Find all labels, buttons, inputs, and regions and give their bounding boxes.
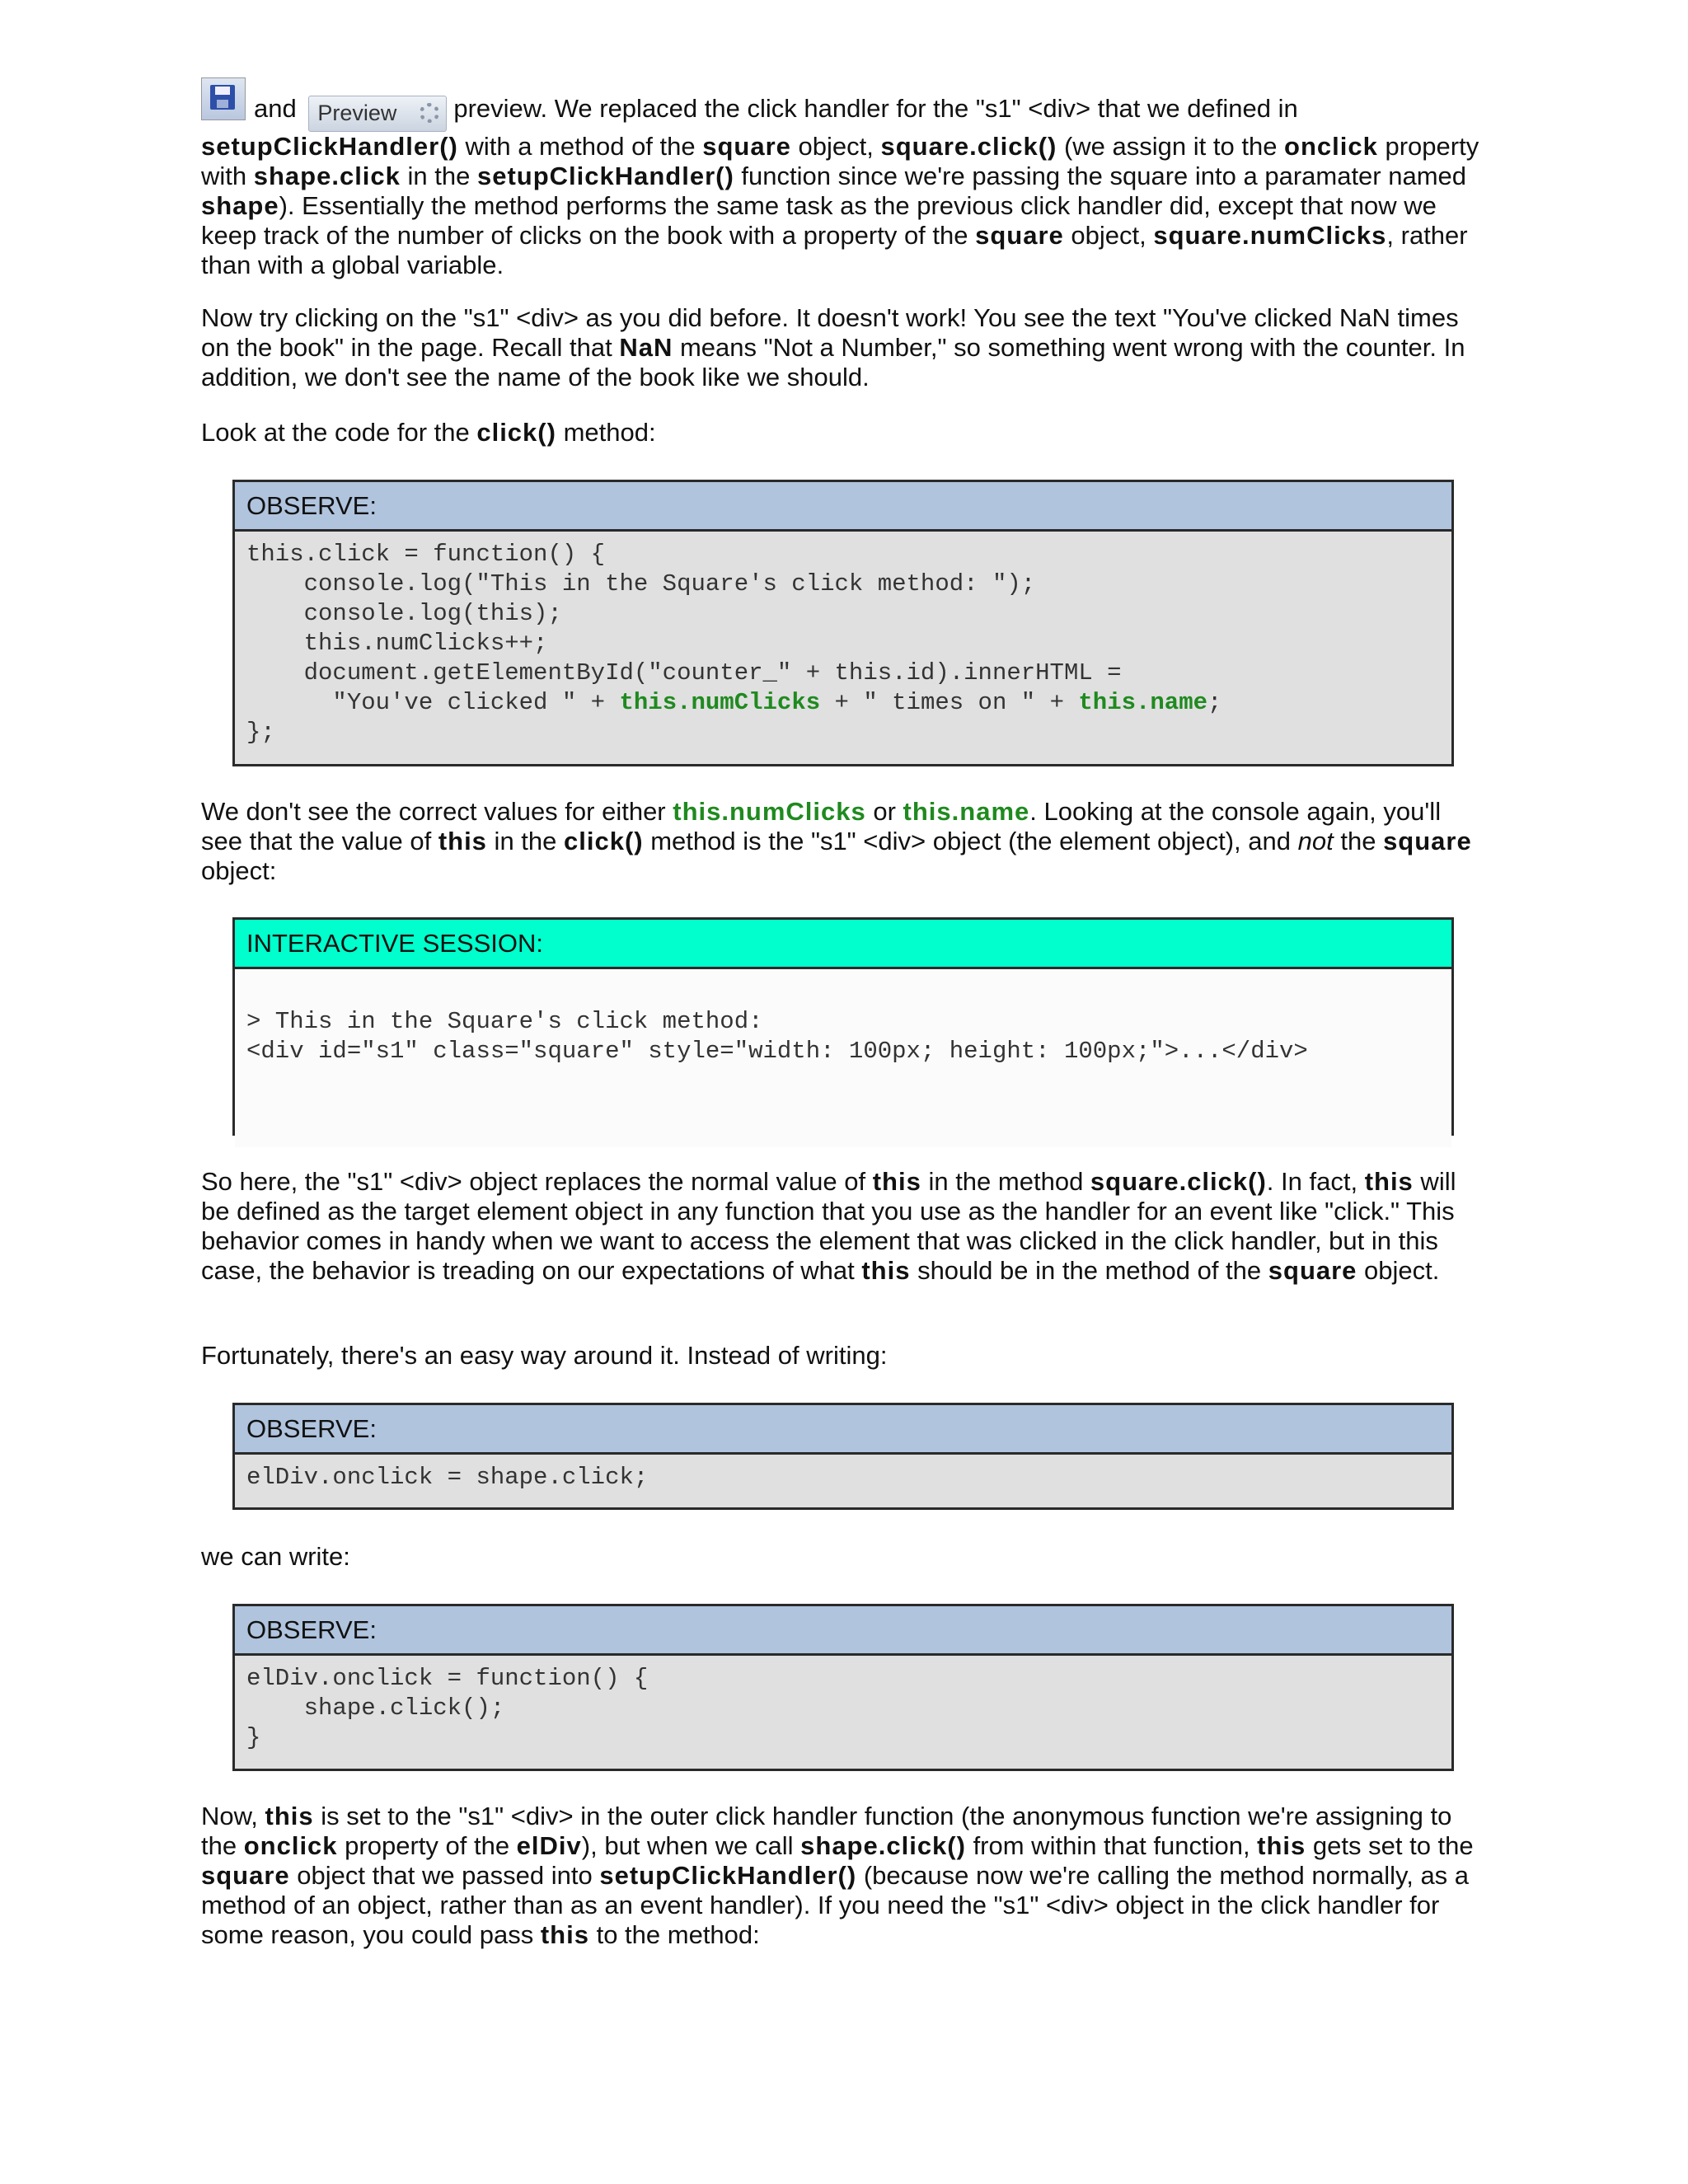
box-header: OBSERVE: (235, 1606, 1451, 1656)
text-span: property of the (337, 1831, 517, 1860)
paragraph-outer-handler (201, 1802, 1487, 1950)
text-span: in the (400, 162, 477, 190)
intro-paragraph (201, 77, 1487, 280)
text-span: . Looking at the console again, you'll see that the value of (201, 797, 1442, 855)
text-span: ), but when we call (581, 1831, 801, 1860)
text-span: or (865, 797, 903, 826)
code-term: square.click() (880, 132, 1057, 161)
text-span: function since we're passing the square into a paramater named (734, 162, 1467, 190)
text-span: ). Essentially the method performs the same task as the previous click handler did, except that now we keep track of the number of clicks on the book with a property of the (201, 191, 1437, 250)
code-text: ; }; (246, 689, 1222, 746)
code-block: elDiv.onclick = shape.click; (246, 1464, 649, 1491)
code-term: square (1383, 827, 1472, 855)
observe-box-click-method (232, 480, 1454, 766)
code-term: square (1268, 1256, 1357, 1285)
box-header: INTERACTIVE SESSION: (235, 920, 1451, 969)
code-block: elDiv.onclick = function() { shape.click(); } (246, 1665, 649, 1751)
text-span: Now, (201, 1802, 265, 1830)
highlighted-code: this.name (903, 797, 1030, 826)
code-term: this (1257, 1831, 1306, 1860)
text-span: preview. We replaced the click handler for the "s1" <div> that we defined in (453, 94, 1298, 123)
text-span: , rather than with a global variable. (201, 221, 1468, 279)
code-block (235, 532, 1451, 756)
text-span: (because now we're calling the method normally, as a method of an object, rather than as an event handler). If you need the "s1" <div> object in the click handler for some reason, you could pass (201, 1861, 1470, 1949)
emphasis-text: not (1297, 827, 1334, 855)
code-term: click() (476, 418, 556, 447)
text-span: object: (201, 856, 277, 885)
text-span: with a method of the (457, 132, 703, 161)
code-term: setupClickHandler() (201, 132, 458, 161)
code-text: this.click = function() { console.log("This in the Square's click method: "); console.log(this); this.numClicks++; document.getElementById("counter_" + this.id).innerHTML = "You've clicked " + (246, 541, 1122, 716)
paragraph-look-at-code (201, 418, 1487, 448)
gear-icon (420, 103, 439, 123)
code-term: square (975, 221, 1064, 250)
code-term: onclick (1284, 132, 1378, 161)
text-span: Look at the code for the (201, 418, 477, 447)
text-span: is set to the "s1" <div> in the outer click handler function (the anonymous function we're assigning to the (201, 1802, 1452, 1860)
observe-box-onclick-assign (232, 1403, 1454, 1510)
text-span: Fortunately, there's an easy way around it. Instead of writing: (201, 1341, 888, 1370)
text-span: the (1333, 827, 1384, 855)
code-term: square (201, 1861, 290, 1890)
text-span: Now try clicking on the "s1" <div> as you did before. It doesn't work! You see the text "You've clicked NaN times on the book" in the page. Recall that (201, 303, 1459, 362)
text-span: method: (556, 418, 656, 447)
text-span: means "Not a Number," so something went wrong with the counter. In addition, we don't see the name of the book like we should. (201, 333, 1465, 391)
text-span: will be defined as the target element object in any function that you use as the handler for an event like "click." This behavior comes in handy when we want to access the element that was clicked in the click handler, but in this case, the behavior is treading on our expectations of what (201, 1167, 1456, 1285)
code-term: setupClickHandler() (476, 162, 734, 190)
paragraph-easy-way (201, 1341, 1487, 1371)
code-term: square.numClicks (1153, 221, 1387, 250)
text-span: gets set to the (1306, 1831, 1474, 1860)
text-span: method is the "s1" <div> object (the element object), and (643, 827, 1298, 855)
paragraph-nan (201, 303, 1487, 392)
text-span: from within that function, (965, 1831, 1258, 1860)
code-term: this (872, 1167, 921, 1196)
text-span: object that we passed into (289, 1861, 600, 1890)
box-header: OBSERVE: (235, 1405, 1451, 1455)
code-term: shape (201, 191, 279, 220)
text-span: object, (790, 132, 881, 161)
code-term: NaN (619, 333, 673, 362)
text-span: . In fact, (1266, 1167, 1365, 1196)
console-output: > This in the Square's click method: <div id="s1" class="square" style="width: 100px; height: 100px;">...</div> (235, 969, 1451, 1147)
text-span: should be in the method of the (910, 1256, 1268, 1285)
code-text: + " times on " + (820, 689, 1079, 716)
code-term: shape.click() (800, 1831, 966, 1860)
text-span: object. (1357, 1256, 1440, 1285)
paragraph-we-can-write (201, 1542, 1487, 1572)
highlighted-code: this.name (1078, 689, 1208, 716)
text-span: to the method: (588, 1920, 760, 1949)
text-span: (we assign it to the (1057, 132, 1285, 161)
text-span: We don't see the correct values for either (201, 797, 673, 826)
preview-button-label: Preview (317, 101, 397, 125)
box-header: OBSERVE: (235, 482, 1451, 532)
code-term: square (702, 132, 791, 161)
and-text: and (254, 94, 297, 123)
code-term: elDiv (516, 1831, 582, 1860)
code-term: onclick (243, 1831, 338, 1860)
text-span: object, (1063, 221, 1154, 250)
paragraph-this-value (201, 797, 1487, 886)
highlighted-code: this.numClicks (619, 689, 821, 716)
code-term: click() (564, 827, 644, 855)
text-span: in the method (921, 1167, 1090, 1196)
code-term: this (540, 1920, 589, 1949)
code-term: setupClickHandler() (599, 1861, 857, 1890)
code-term: shape.click (253, 162, 401, 190)
text-span: property with (201, 132, 1479, 190)
text-span: in the (486, 827, 564, 855)
code-term: square.click() (1090, 1167, 1267, 1196)
code-term: this (438, 827, 487, 855)
paragraph-target-element (201, 1167, 1487, 1286)
highlighted-code: this.numClicks (673, 797, 866, 826)
text-span: we can write: (201, 1542, 350, 1571)
text-span: So here, the "s1" <div> object replaces the normal value of (201, 1167, 873, 1196)
preview-button (308, 96, 447, 132)
code-term: this (861, 1256, 911, 1285)
code-term: this (1364, 1167, 1414, 1196)
observe-box-anonymous-function (232, 1604, 1454, 1771)
save-icon (201, 77, 246, 120)
interactive-session-box (232, 917, 1454, 1136)
code-term: this (265, 1802, 314, 1830)
